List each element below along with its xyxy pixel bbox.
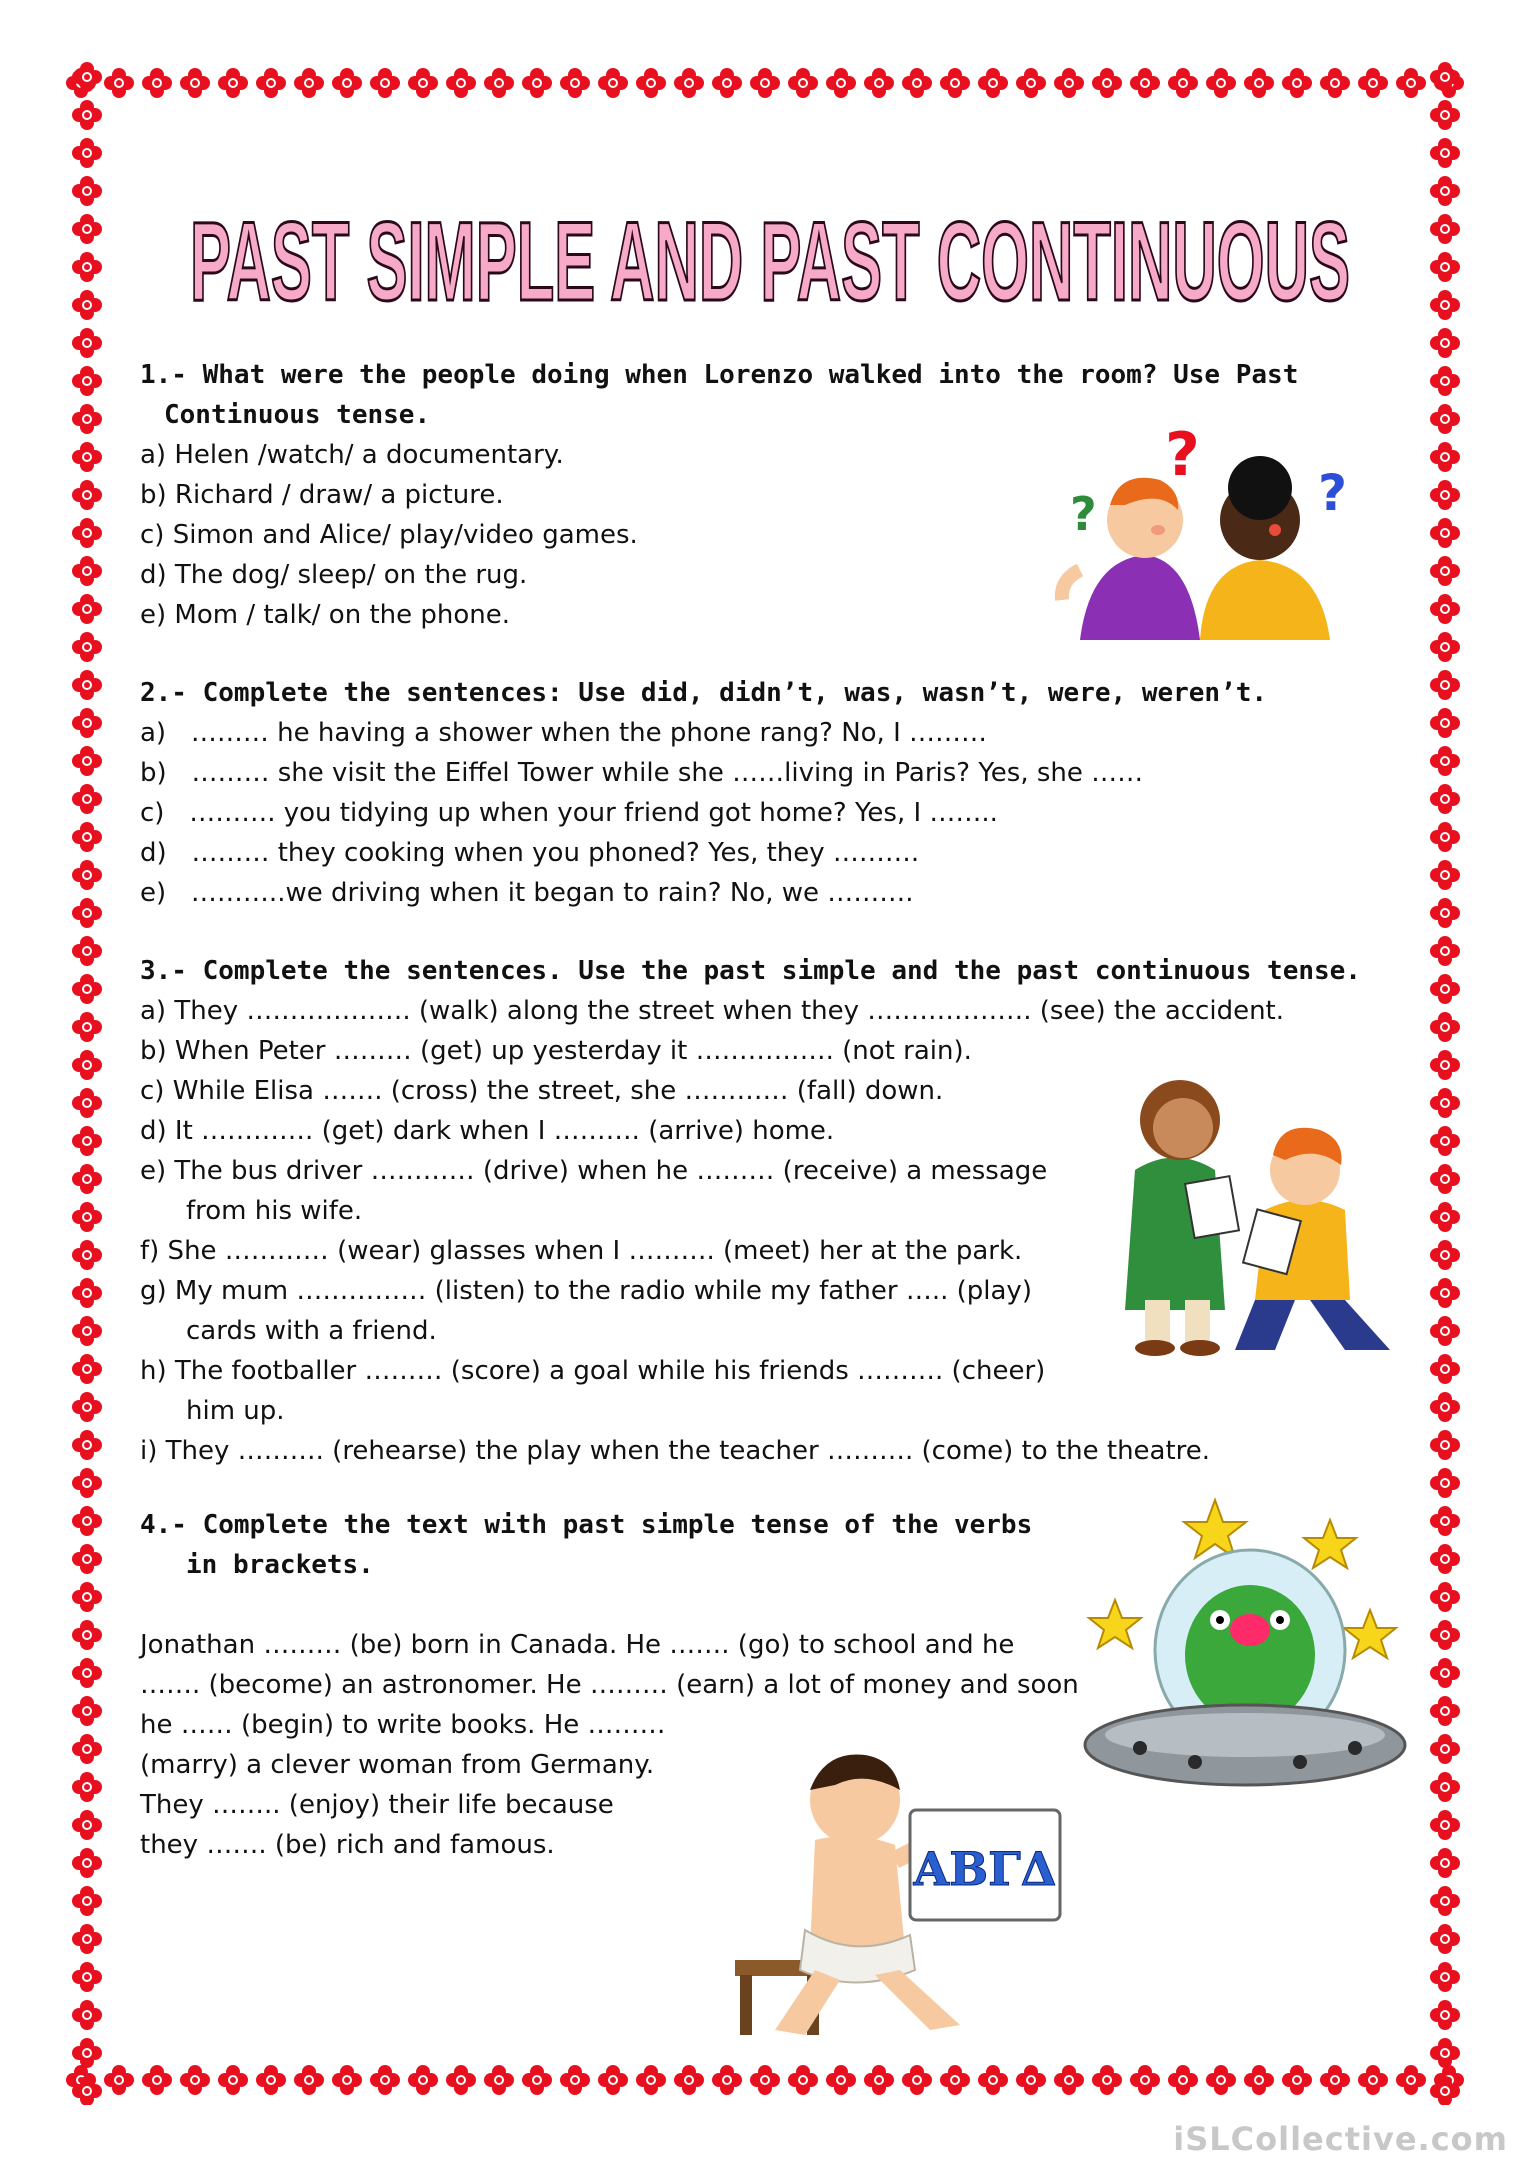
section-3-item-h: h) The footballer ……… (score) a goal while his friends ………. (cheer) xyxy=(140,1356,1046,1386)
section-2 xyxy=(140,673,1267,913)
section-2-item-b: b) ……… she visit the Eiffel Tower while she ……living in Paris? Yes, she …… xyxy=(140,758,1144,788)
section-4-heading: 4.- Complete the text with past simple tense of the verbs in brackets. xyxy=(140,1510,1033,1580)
section-2-item-c: c) ………. you tidying up when your friend got home? Yes, I …….. xyxy=(140,798,998,828)
section-3-item-e-cont: from his wife. xyxy=(186,1196,363,1226)
floral-border-left xyxy=(62,58,112,2105)
section-3-item-b: b) When Peter ……… (get) up yesterday it ……………. (not rain). xyxy=(140,1036,972,1066)
section-3-item-a: a) They ………………. (walk) along the street when they ………………. (see) the accident. xyxy=(140,996,1284,1026)
section-3-item-g-cont: cards with a friend. xyxy=(186,1316,437,1346)
page-title-text: PAST SIMPLE AND PAST CONTINUOUS xyxy=(190,199,1350,324)
section-2-heading: 2.- Complete the sentences: Use did, didn’t, was, wasn’t, were, weren’t. xyxy=(140,678,1268,708)
star-icon xyxy=(1304,1520,1356,1568)
question-mark-icon: ? xyxy=(1070,487,1097,541)
section-4-line-3: he …… (begin) to write books. He ……… xyxy=(140,1710,666,1740)
section-4-line-6: they ……. (be) rich and famous. xyxy=(140,1830,555,1860)
watermark: iSLCollective.com xyxy=(1173,2120,1508,2158)
section-1-item-e: e) Mom / talk/ on the phone. xyxy=(140,600,511,630)
sign-text: ΑΒΓΔ xyxy=(913,1842,1057,1896)
section-2-item-e: e) ………..we driving when it began to rain? No, we ………. xyxy=(140,878,914,908)
alien-ufo-illustration xyxy=(1080,1480,1410,1810)
floral-border-top xyxy=(62,58,1470,108)
star-icon xyxy=(1184,1500,1246,1558)
section-3-item-c: c) While Elisa ……. (cross) the street, she ………… (fall) down. xyxy=(140,1076,944,1106)
kids-reading-illustration xyxy=(1105,1050,1425,1360)
section-1-item-a: a) Helen /watch/ a documentary. xyxy=(140,440,564,470)
section-3-item-h-cont: him up. xyxy=(186,1396,285,1426)
section-3-item-e: e) The bus driver ………… (drive) when he ……… (receive) a message xyxy=(140,1156,1048,1186)
section-1-item-b: b) Richard / draw/ a picture. xyxy=(140,480,504,510)
question-mark-icon: ? xyxy=(1318,464,1348,522)
section-3-item-f: f) She ………… (wear) glasses when I ………. (meet) her at the park. xyxy=(140,1236,1023,1266)
section-4-line-2: ……. (become) an astronomer. He ……… (earn) a lot of money and soon xyxy=(140,1670,1079,1700)
question-mark-icon: ? xyxy=(1165,420,1200,490)
section-2-item-d: d) ……… they cooking when you phoned? Yes, they ………. xyxy=(140,838,920,868)
boy-holding-sign-illustration xyxy=(715,1730,1065,2050)
section-4-line-5: They …….. (enjoy) their life because xyxy=(140,1790,614,1820)
section-3-item-d: d) It …………. (get) dark when I ………. (arrive) home. xyxy=(140,1116,835,1146)
section-2-item-a: a) ……… he having a shower when the phone rang? No, I ……… xyxy=(140,718,988,748)
section-4-line-4: (marry) a clever woman from Germany. xyxy=(140,1750,655,1780)
star-icon xyxy=(1344,1610,1396,1658)
section-3-heading: 3.- Complete the sentences. Use the past simple and the past continuous tense. xyxy=(140,956,1361,986)
section-4-line-1: Jonathan ……… (be) born in Canada. He ……. (go) to school and he xyxy=(140,1630,1015,1660)
page-title xyxy=(150,180,1390,340)
section-3-item-g: g) My mum …………… (listen) to the radio while my father ….. (play) xyxy=(140,1276,1032,1306)
section-1-heading: 1.- What were the people doing when Lorenzo walked into the room? Use Past Continuous tense. xyxy=(140,360,1299,430)
puzzled-kids-illustration xyxy=(1050,420,1370,640)
section-3-item-i: i) They ………. (rehearse) the play when the teacher ………. (come) to the theatre. xyxy=(140,1436,1211,1466)
star-icon xyxy=(1089,1600,1141,1648)
section-1-item-d: d) The dog/ sleep/ on the rug. xyxy=(140,560,528,590)
floral-border-bottom xyxy=(62,2055,1470,2105)
section-1-item-c: c) Simon and Alice/ play/video games. xyxy=(140,520,638,550)
floral-border-right xyxy=(1420,58,1470,2105)
